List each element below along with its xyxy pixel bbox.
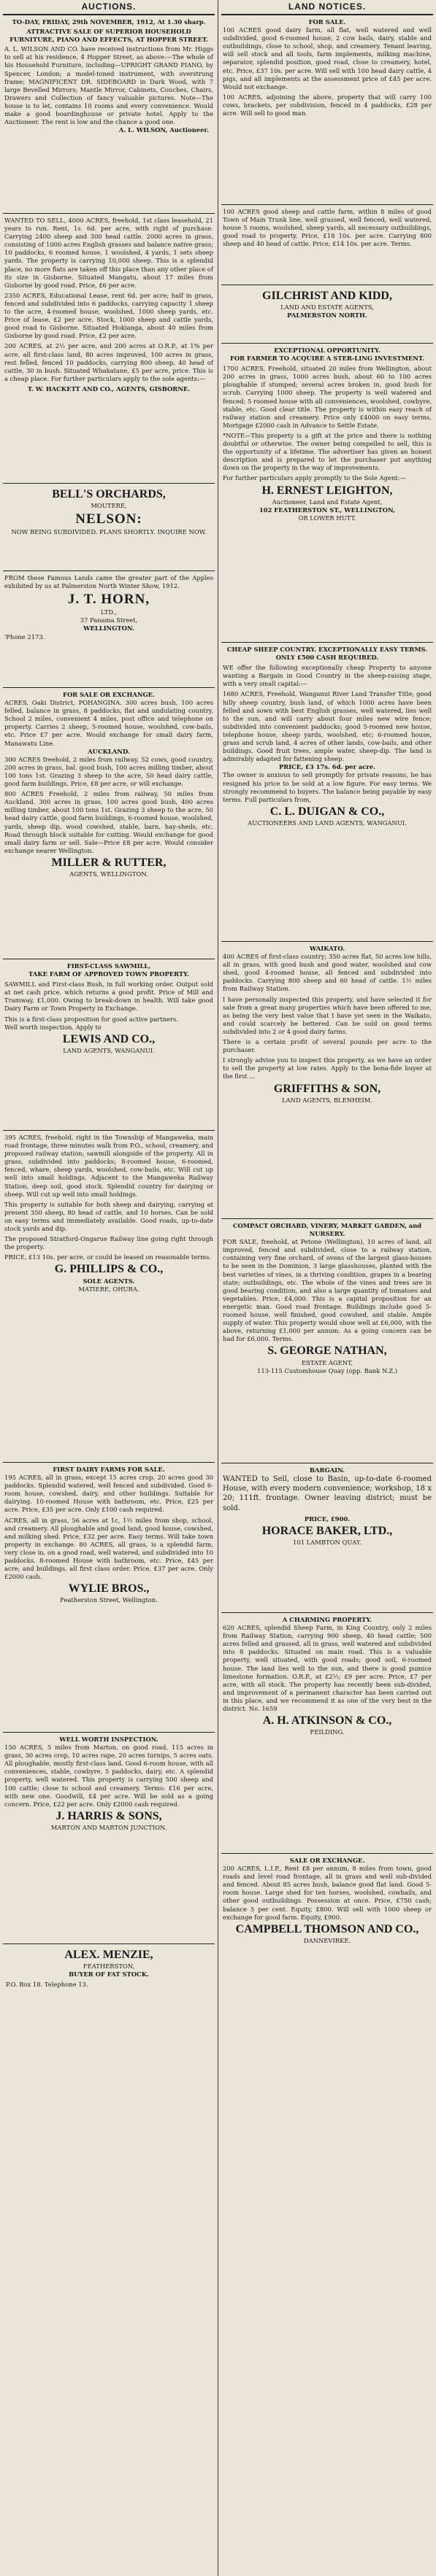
ad-place: AUCKLAND. [88,747,130,755]
ad-name: G. PHILLIPS & CO., [54,1263,164,1276]
land-ad-leighton [221,344,433,643]
ad-price: PRICE, £13 10s. per acre, or could be leased on reasonable terms. [4,1253,212,1261]
ad-heading: FIRST-CLASS SAWMILL, [66,962,151,970]
ad-body-2: I have personally inspected this property, and have selected it for sale from a great many properties which have been offered to me, as being the very best value that I have yet seen in the Waikato, and could scarcely be bettered. Can be sold on good terms subdivided into 2 or 4 good dairy farms. [223,995,432,1035]
ad-city: WELLINGTON. [83,624,134,633]
ad-name: H. ERNEST LEIGHTON, [261,484,393,497]
ad-more: Well worth inspection. Apply to [4,1023,102,1031]
auction-ad-exchange [3,688,215,959]
ad-body-2: ACRES, all in grass, 56 acres at 1c, 1½ miles from shop, school, and creamery. All ploughable and good land, good house, cowshed, and milking shed. Price, £32 per acre. Easy terms. Will take town property in exchange. 80 ACRES, all grass, is a splendid farm, very close in, on a good road, well watered, and subdivided into 10 paddocks. 8-roomed House with bathroom, etc. Price, £45 per acre; and buildings, all first class order. Price, £37 per acre. Only £2000 cash. [4,1516,213,1581]
ad-address: 101 LAMBTON QUAY. [293,1539,362,1547]
ad-body: WANTED to Sell, close to Basin, up-to-date 6-roomed House, with every modern convenience; workshop, 18 x 20; 111ft. frontage. Owner leaving district; must be sold. [223,1475,432,1512]
ad-title: TO-DAY, FRIDAY, 29th NOVEMBER, 1912, At 1.30 sharp. [12,18,206,26]
ad-name: J. HARRIS & SONS, [56,1809,162,1822]
ad-subheading: TAKE FARM OF APPROVED TOWN PROPERTY. [28,970,189,978]
ad-address: AGENTS, WELLINGTON. [69,870,148,878]
ad-agents: SOLE AGENTS. [83,1277,135,1285]
ad-more: For further particulars apply promptly to the Sole Agent:— [223,474,406,482]
ad-heading: ATTRACTIVE SALE OF SUPERIOR HOUSEHOLD FURNITURE, PIANO AND EFFECTS, AT HOPPER STREET. [9,28,208,44]
ad-body-2: 100 ACRES, adjoining the above, property that will carry 100 cows, brackets, per subdivision, fenced in 4 paddocks, £28 per acre. Will sell to good man. [223,93,432,117]
ad-heading: BARGAIN. [309,1466,345,1474]
land-ad-duigan [221,643,433,942]
ad-address: MARTON AND MARTON JUNCTION. [50,1823,167,1831]
ad-ltd: LTD., [100,608,118,616]
ad-heading: FOR SALE OR EXCHANGE. [63,691,155,698]
ad-address-2: OR LOWER HUTT. [298,514,356,522]
ad-name: LEWIS AND CO., [62,1032,156,1045]
land-ad-nathan [221,1219,433,1463]
ad-note: This is a first-class proposition for good active partners. [4,1015,178,1023]
ad-body: 100 ACRES good dairy farm, all flat, well watered and well subdivided, good 6-roomed house, 2 cow bails, dairy, stable and outbuildings, close to school, shop, and creamery. Tenant leaving, will sell stock and all tools, farm implements, milking machine, separator, splendid position, good road, close to creamery, hotel, etc. Price, £37 10s. per acre. Will sell with 100 head dairy cattle, 4 pigs, and all implements at the assessment price of £45 per acre. Would not exchange. [223,26,432,90]
ad-heading: A CHARMING PROPERTY. [282,1616,372,1623]
ad-body: 1700 ACRES, Freehold, situated 20 miles from Wellington, about 200 acres in grass, 1000 acres bush, about 60 to 100 acres ploughable if stumped; several acres broken in, good bush for scrub. Carrying 1000 sheep. The property is well watered and fenced; 5 roomed house with all conveniences, woolshed, cowbyre, stable, etc. Good clear title. The property is within easy reach of railway station and creamery. Price only £4000 on easy terms. Mortgage £2000 cash in Advance to Settle Estate. [223,365,432,429]
ad-body-3: There is a certain profit of several pounds per acre to the purchaser. [223,1038,432,1054]
auctions-header: AUCTIONS. [3,0,215,15]
ad-address: FEILDING. [310,1728,345,1736]
ad-body: WANTED TO SELL, 4000 ACRES, freehold, 1st class leasehold, 21 years to run. Rent, 1s. 6d. per acre, with right of purchase. Carrying 2400 sheep and 300 head cattle. 2000 acres in grass, consisting of 1000 acres English grasses and balance native grass; 10 paddocks, 6 roomed house, 1 woolshed, 4 yards, 1 sets sheep yards. The property is carrying 10,000 sheep. This is a splendid place, no more flats are taken off this place than any other place of its size in Gisborne. Situated Mangatu, about 17 miles from Gisborne by good road. Price, £6 per acre. [4,217,213,289]
land-notices-column [221,0,433,2576]
auction-ad-furniture [3,15,215,214]
ad-heading: WELL WORTH INSPECTION. [59,1736,158,1743]
ad-body-3: 800 ACRES Freehold, 2 miles from railway, 50 miles from Auckland. 300 acres in grass, 100 acres good bush, 400 acres milling timber, about 100 tons 1st. Grazing 3 sheep to the acre, 50 head dairy cattle, good farm buildings, 6-roomed house, woolshed, yards, sheep dip, wood cowshed, stable, barn, hay-sheds, etc. Road through block suitable for cutting. Would exchange for good small dairy farm or sell. Sale—Price £8 per acre. Would consider exchange nearer Wellington. [4,790,213,854]
land-ad-campbell [221,1854,433,1949]
ad-body: 395 ACRES, freehold, right in the Township of Mangaweka, main road frontage, three minutes walk from P.O., school, creamery, and proposed railway station; sawmill alongside of the property. All in grass, subdivided into paddocks; 8-roomed house, 6-roomed, fenced, whare, sheep yards, woolshed, cow-bails, etc. Will cut up well into small holdings. Adjacent to the Mangaweka Railway Station, deep soil, good stock. Splendid country for dairying or sheep. Will cut up well into small holdings. [4,1134,213,1198]
ad-body: 200 ACRES, L.I.P., Rent £8 per annum, 8 miles from town, good roads and level road frontage, all in grass and well sub-divided and fenced. About 85 acres bush, balance good flat land. Good 5-room house. Large shed for ten horses, woolshed, cowbails, and other good outbuildings. Possession at once. Price, £750 cash; balance 5 per cent. Equity, £800. Will sell with 1000 sheep or exchange for good farm. Equity, £900. [223,1865,432,1921]
ad-heading: EXCEPTIONAL OPPORTUNITY. [274,347,380,354]
ad-body-3: The owner is anxious to sell promptly for private reasons, he has resigned his price to be sold at a low figure. For easy terms. We strongly recommend to buyers. The balance being payable by easy terms. Full particulars from, [223,771,432,803]
ad-address: AUCTIONEERS AND LAND AGENTS, WANGANUI. [248,819,407,827]
ad-body: SAWMILL and First-class Bush, in full working order. Output sold at net cash price, which returns a good profit. Price of Mill and Tramway, £1,000. Owing to break-down in health. Will take good Dairy Farm or Town Property in Exchange. [4,980,213,1013]
land-ad-atkinson [221,1613,433,1854]
ad-name: HORACE BAKER, LTD., [261,1524,393,1537]
land-notices-header: LAND NOTICES. [221,0,433,15]
ad-name: C. L. DUIGAN & CO., [269,805,385,818]
ad-phone: 'Phone 2173. [4,633,45,641]
auction-ad-sawmill [3,959,215,1131]
ad-body: FOR SALE, freehold, at Petone (Wellington), 10 acres of land, all improved, fenced and subdivided, close to a railway station, containing very fine orchard, of ovens of the largest glass-houses to be seen in the Dominion, 3 large glasshouses, planted with the best varieties of vines, in a thriving condition, grapes in a bearing state; outbuildings, etc. The whole of the vines and trees are in good bearing condition, and also a large quantity of tomatoes and vegetables. Price, £4,000. This is a capital proposition for an energetic man. Good road frontage. Buildings include good 5-roomed house, well finished, good cowshed, and stable. Ample supply of water. This property would show well at £6,000, with the above, returning £1,000 per annum. As a going concern can be had for £6,000. Terms. [223,1238,432,1343]
ad-price: PRICE, £3 17s. 6d. per acre. [278,763,376,771]
ad-name: MILLER & RUTTER, [51,856,167,869]
ad-subheading: FOR FARMER TO ACQUIRE A STER-LING INVESTMENT. [229,355,425,363]
ad-heading: CHEAP SHEEP COUNTRY. EXCEPTIONALLY EASY TERMS. ONLY £500 CASH REQUIRED. [226,646,428,662]
ad-name: S. GEORGE NATHAN, [267,1345,387,1358]
ad-body-4: I strongly advise you to inspect this property, as we have an order to sell the property at low rates. Apply to the bona-fide buyer at the first ... [223,1056,432,1080]
ad-body-2: 300 ACRES freehold, 2 miles from railway, 52 cows, good country, 200 acres in grass, bal. good bush, 100 acres milling timber, about 100 tons 1st. Grazing 3 sheep to the acre, 50 head dairy cattle, good farm buildings. Price, £8 per acre, or will exchange. [4,755,213,788]
ad-town: NELSON: [75,511,142,527]
ad-body: 620 ACRES, splendid Sheep Farm, in King Country, only 2 miles from Railway Station, carrying 900 sheep, 40 head cattle; 500 acres felled and grassed, all in grass, well watered and subdivided into 8 paddocks. Situated on main road. This is a valuable property, well situated, with good roads; good soil, 6-roomed house. The land lies well to the sun, and there is good pumice limestone formation. O.R.P., at £2½; £9 per acre. Price, £7 per acre, with all stock. The property has recently been sub-divided, and improvement of a permanent character has been carried out in this place, and we recommend it as one of the very best in the district. No. 1659 [223,1624,432,1713]
ad-address: 113-115 Customhouse Quay (opp. Bank N.Z.) [257,1366,397,1374]
auction-ad-horn [3,571,215,688]
ad-agent: T. W. HACKETT AND CO., AGENTS, GISBORNE. [27,384,191,392]
ad-body-2: This property is suitable for both sheep and dairying, carrying at present 350 sheep, 80 head of cattle, and 10 horses. Can be sold on easy terms and immediately available. Good roads, up-to-date stock yards and dip. [4,1200,213,1233]
ad-heading: COMPACT ORCHARD, VINERY, MARKET GARDEN, and NURSERY. [232,1222,422,1238]
ad-address: DANNEVIRKE. [303,1936,351,1944]
land-ad-dairy-farm [221,15,433,205]
ad-name: GILCHRIST AND KIDD, [262,290,392,302]
ad-note: *NOTE—This property is a gift at the price and there is nothing doubtful or otherwise. The owner being compelled to sell, this is the opportunity of a lifetime. The advertiser has given an honest description and is prepared to let the purchaser put anything down on the property in the way of improvements. [223,431,432,472]
ad-note: The proposed Stratford-Ongarue Railway line going right through the property. [4,1235,213,1251]
ad-address: 102 FEATHERSTON ST., WELLINGTON, [259,506,396,514]
auction-ad-bells-orchards [3,484,215,571]
ad-name: WYLIE BROS., [68,1582,150,1596]
ad-place: MOUTERE, [91,502,127,510]
ad-address: 37 Panama Street, [80,616,138,624]
ad-body-2: 2350 ACRES, Educational Lease, rent 6d. per acre; half in grass, fenced and subdivided into 6 paddocks, carrying capacity 1 sheep to the acre, 4-roomed house, woolshed, 1000 sheep yards, etc. Price of lease, £2 per acre. Stock, 1000 sheep and cattle yards, good road to Gisborne. Situated Hokianga, about 40 miles from Gisborne by good road. Price, £2 per acre. [4,291,213,340]
ad-body: A. L. WILSON AND CO. have received instructions from Mr. Higgs to sell at his residence, 4 Hopper Street, as above:—The whole of his Household Furniture, including—UPRIGHT GRAND PIANO, by Spencer, London; a model-toned instrument, with overstrung frame; MAGNIFICENT DR. SIDEBOARD in Dark Wood, with 7 large Bevelled Mirrors; Mantle Mirror, Cabinets, Couches, Chairs, Drawers and Collection of fancy valuable pictures. Note—The house is to let, contains 10 rooms and every convenience. Would make a good boardinghouse or private hotel. Apply to the Auctioneer. The rent is low and the chance a good one. [4,45,213,126]
ad-role: BUYER OF FAT STOCK. [69,1970,149,1979]
auction-ad-menzie [3,1944,215,1995]
ad-heading: SALE OR EXCHANGE. [289,1857,365,1864]
ad-body: WE offer the following exceptionally cheap Property to anyone wanting a Bargain in Good Country in the sheep-raising stage, with a very small capital:— [223,664,432,688]
land-ad-sheep-cattle [221,205,433,285]
auction-ad-gisborne [3,214,215,484]
ad-body: ACRES, Oaki District, POHANGINA. 300 acres bush, 100 acres felled, balance in grass, 8 paddocks, flat and undulating country. School 2 miles, convenient 4 miles, post office and telephone on property. Carries 2 sheep, 5-roomed house, woolshed, cow-bails, etc. Price £7 per acre. Would exchange for small dairy farm, Manawatu Line. [4,699,213,747]
ad-price: PRICE, £900. [304,1515,351,1523]
auction-ad-mangaweka [3,1131,215,1463]
ad-body-2: 1680 ACRES, Freehold, Wanganui River Land Transfer Title; good hilly sheep country, bush land, of which 1000 acres have been felled and sown with best English grasses, well watered, lies well to the sun, and will carry about four miles new wire fence; subdivided into convenient paddocks; good 5-roomed new house, telephone house, sheep yards, woolshed, etc; 6-roomed house, grass and scrub land, 4 acres of other lands, cow-bails, and other buildings. Good fruit trees, ample water, sheep-dip. The land is admirably adapted for fattening sheep. [223,690,432,763]
ad-signature: A. L. WILSON, Auctioneer. [118,126,209,134]
ad-name: BELL'S ORCHARDS, [52,488,166,500]
ad-address: FEATHERSTON, [83,1962,135,1970]
ad-role: Auctioneer, Land and Estate Agent, [272,498,383,506]
auction-ad-marton [3,1733,215,1944]
ad-address: Featherston Street, Wellington. [60,1596,158,1604]
land-ad-gilchrist [221,285,433,344]
land-ad-baker [221,1463,433,1613]
ad-heading: FIRST DAIRY FARMS FOR SALE. [53,1466,165,1473]
ad-heading: WAIKATO. [309,945,345,952]
ad-body-3: 200 ACRES, at 2½ per acre, and 200 acres at O.R.P., at 1% per acre, all first-class land, 80 acres improved, 100 acres in grass, rest felled, fenced 10 paddocks, carrying 800 sheep, 40 head of cattle, 30 in bush. Situated Whakatane, £5 per acre, price. This is a cheap place. For further particulars apply to the sole agents:— [4,342,213,382]
ad-name: A. H. ATKINSON & CO., [262,1714,392,1728]
ad-name: CAMPBELL THOMSON AND CO., [235,1922,419,1935]
ad-po-box: P.O. Box 18. Telephone 13. [6,1981,88,1989]
ad-body: 400 ACRES of first-class country; 350 acres flat, 50 acres low hills, all in grass, with good bush and good water, woolshed and cow shed, good 4-roomed house, all fenced and subdivided into paddocks. Carrying 800 sheep and 60 head of cattle. 1½ miles from Railway Station. [223,953,432,993]
ad-role: ESTATE AGENT, [301,1358,353,1366]
ad-subheading: LAND AND ESTATE AGENTS, [280,303,374,312]
ad-address: LAND AGENTS, WANGANUI. [63,1046,155,1054]
ad-name: J. T. HORN, [67,592,150,608]
ad-address: LAND AGENTS, BLENHEIM. [282,1096,372,1104]
ad-note: NOW BEING SUBDIVIDED. PLANS SHORTLY. INQUIRE NOW. [11,528,207,536]
ad-name: ALEX. MENZIE, [64,1949,153,1961]
ad-heading: FOR SALE. [308,18,346,26]
ad-name: GRIFFITHS & SON, [273,1082,381,1095]
auctions-column [3,0,215,2576]
auction-ad-dairy-farms [3,1463,215,1733]
ad-body: FROM these Famous Lands came the greater part of the Apples exhibited by us at Palmerston North Winter Show, 1912. [4,574,213,590]
ad-body: 195 ACRES, all in grass, except 15 acres crop, 20 acres good 30 paddocks. Splendid watered, well fenced and subdivided. Good 6-room house, cowshed, dairy, and other buildings. Suitable for dairying. 10-roomed House with bathroom, etc. Price, £25 per acre. Price, £35 per acre. Only £100 cash required. [4,1474,213,1514]
land-ad-waikato [221,942,433,1219]
ad-address: MATIERE, OHURA. [78,1285,139,1293]
ad-body: 150 ACRES, 5 miles from Marton, on good road, 115 acres in grass, 30 acres crop, 10 acres rape, 20 acres turnips, 5 acres oats. All ploughable, mostly first-class land. Good 6-room house, with all conveniences, stable, cowbyre, 5 paddocks, dairy, etc. A splendid property, well watered. This property is carrying 500 sheep and 100 cattle; close to school and creamery. Terms: £16 per acre, with new one. Goodwill, £4 per acre. Will be sold as a going concern. Price, £22 per acre. Only £2000 cash required. [4,1744,213,1808]
ad-city: PALMERSTON NORTH. [287,312,367,320]
ad-body: 100 ACRES good sheep and cattle farm, within 8 miles of good Town of Main Trunk line, well grassed, well fenced, well watered, house 5 rooms, woolshed, sheep yards, all necessary outbuildings, good road to property. Price, £18 10s. per acre. Carrying 800 sheep and 40 head of cattle. Price, £14 10s. per acre. Terms. [223,208,432,248]
